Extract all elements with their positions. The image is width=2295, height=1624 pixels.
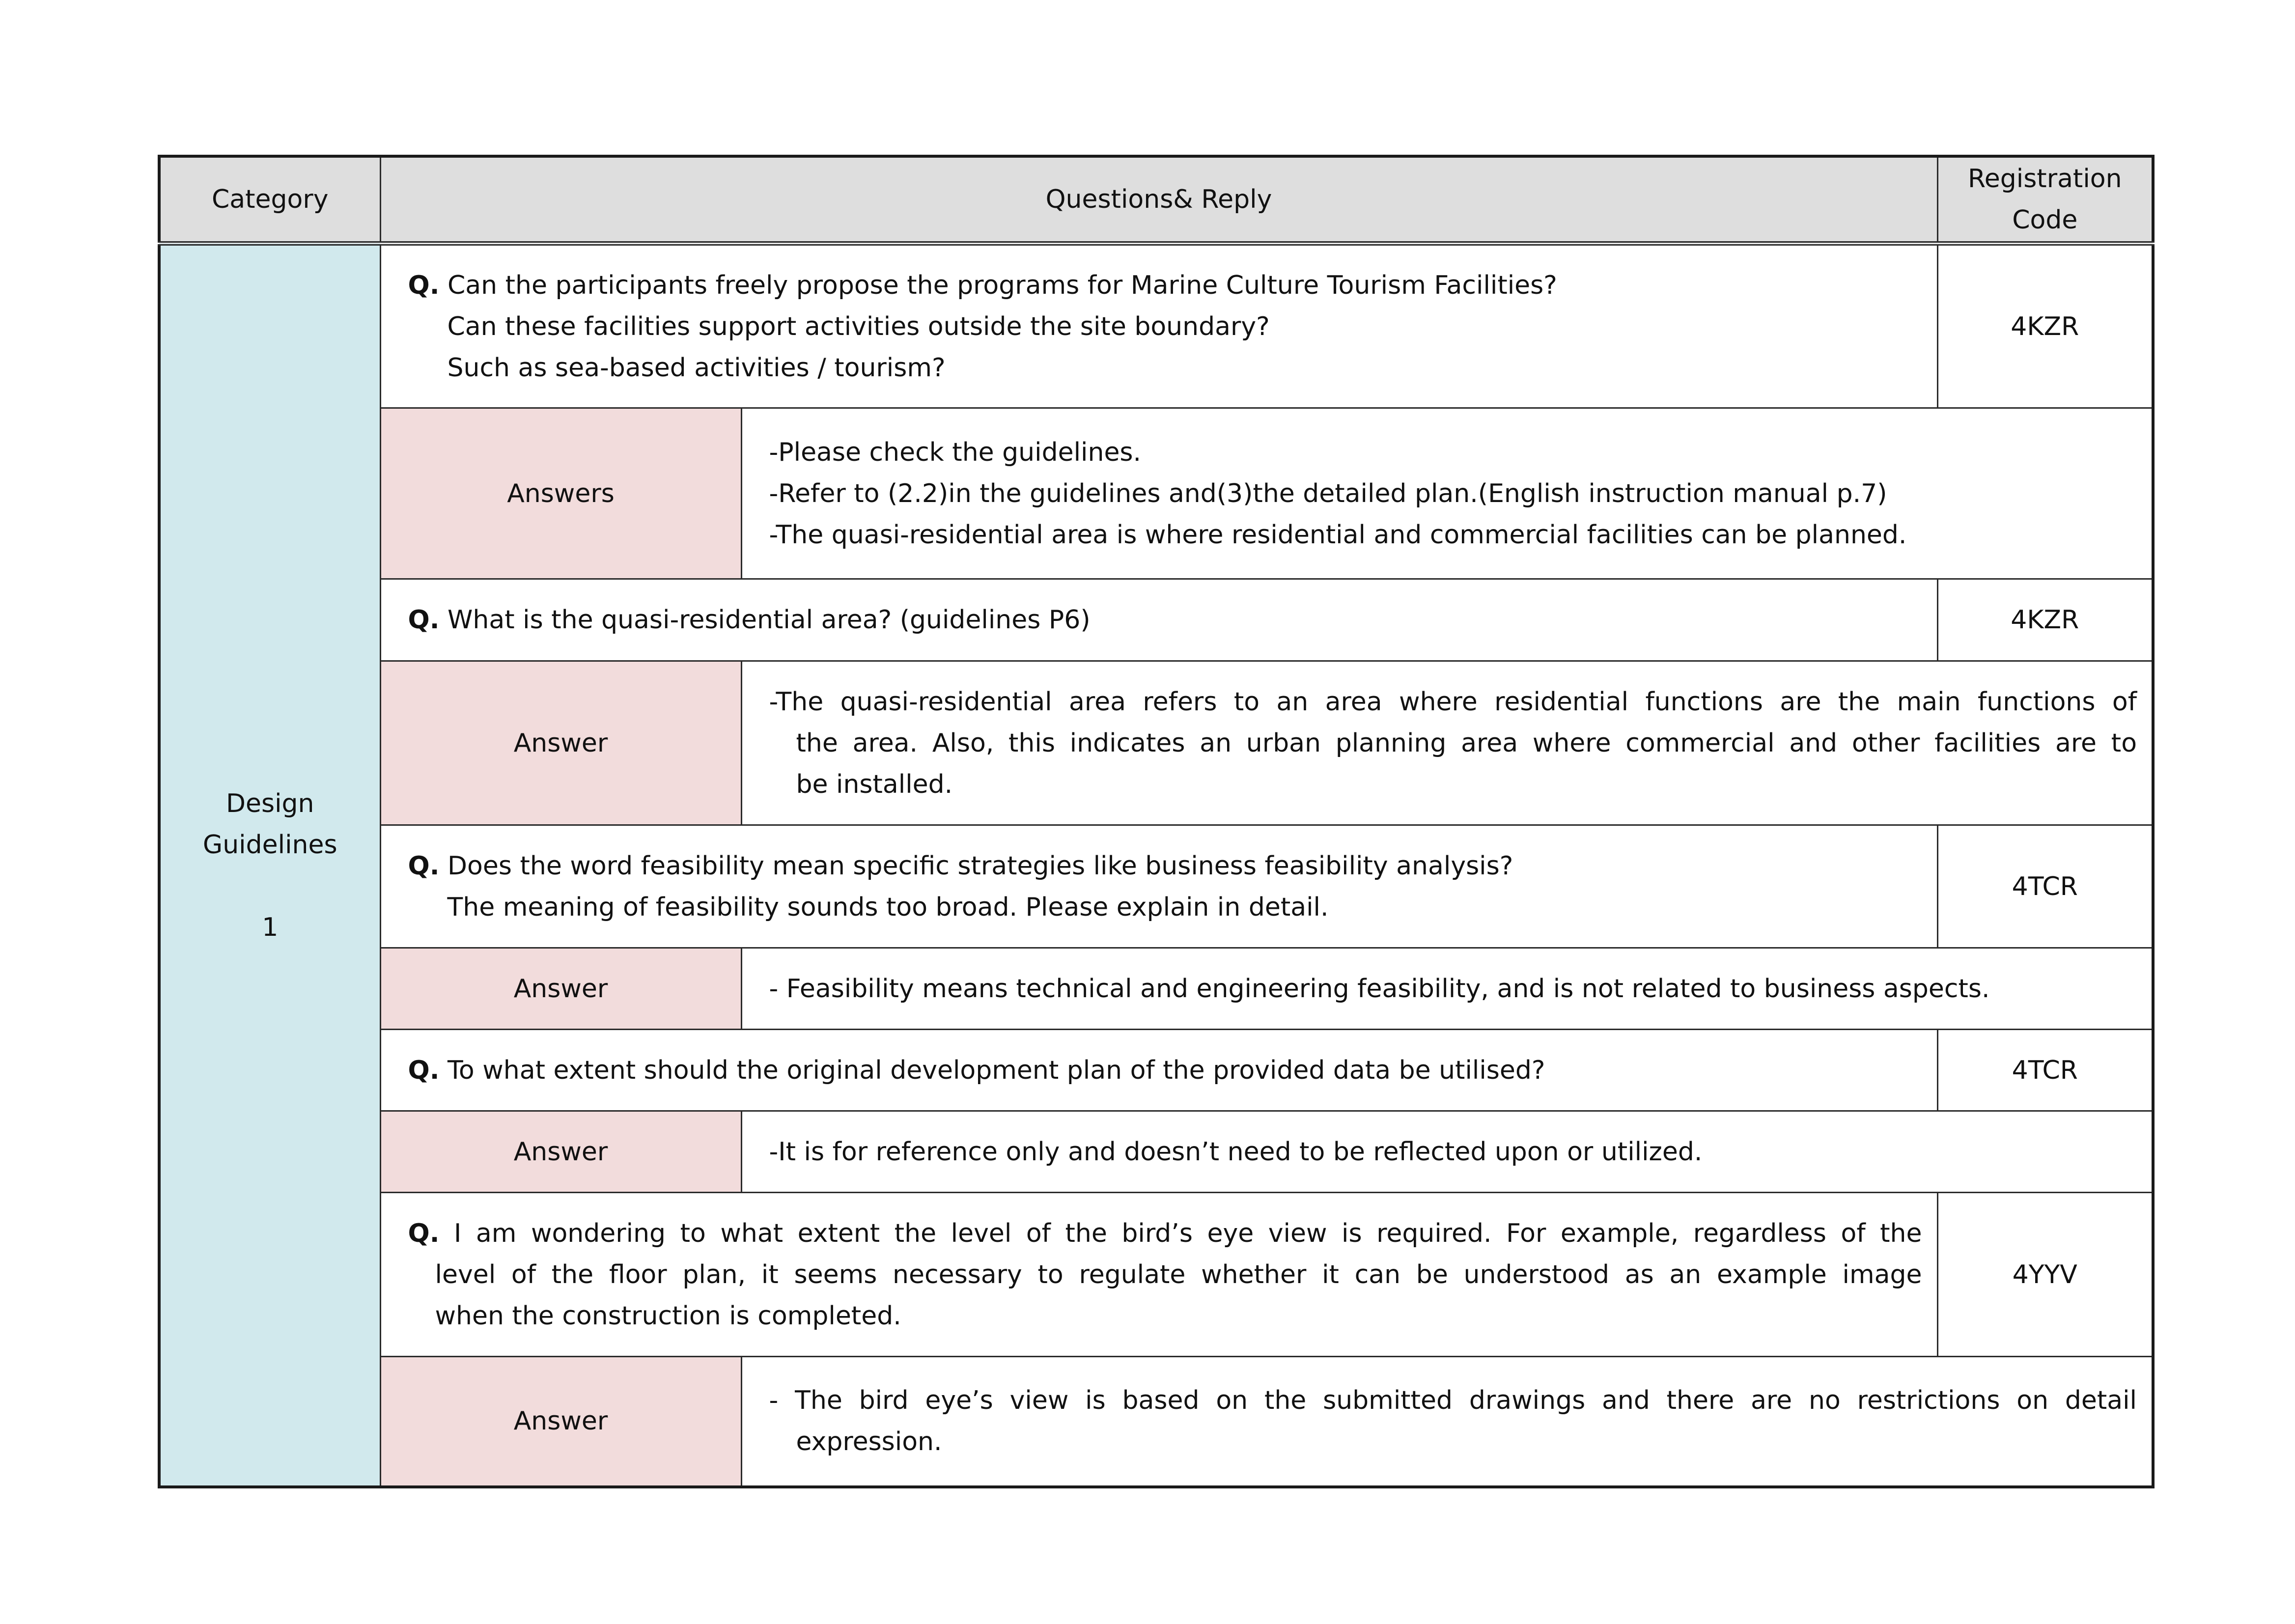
question-row	[159, 1193, 2153, 1357]
answer-cell	[741, 948, 2153, 1030]
answer-label: Answer	[380, 1357, 741, 1487]
question-line: level of the floor plan, it seems necessary to regulate whether it can be understood as an example image	[435, 1260, 1922, 1289]
q-mark: Q.	[408, 270, 440, 300]
answer-line: - The bird eye’s view is based on the submitted drawings and there are no restrictions on detail	[769, 1386, 2137, 1416]
header-questions-reply: Questions& Reply	[380, 156, 1937, 244]
answer-line: -Please check the guidelines.	[769, 437, 1142, 467]
answer-cell	[741, 1111, 2153, 1193]
q-mark: Q.	[408, 1218, 440, 1248]
q-mark: Q.	[408, 851, 440, 881]
question-line: Can these facilities support activities outside the site boundary?	[447, 311, 1270, 341]
header-category: Category	[159, 156, 380, 244]
header-registration-code-line: Registration	[1967, 164, 2122, 194]
registration-code: 4TCR	[1937, 825, 2153, 948]
question-text: To what extent should the original development plan of the provided data be utilised?	[448, 1055, 1545, 1085]
header-row	[159, 156, 2153, 244]
answer-label: Answers	[380, 408, 741, 579]
question-line: when the construction is completed.	[435, 1301, 901, 1331]
question-row	[159, 579, 2153, 661]
answer-line: -It is for reference only and doesn’t need to be reflected upon or utilized.	[769, 1137, 1703, 1167]
answer-cell	[741, 661, 2153, 825]
question-text: What is the quasi-residential area? (guidelines P6)	[448, 605, 1091, 635]
answer-line: -The quasi-residential area refers to an area where residential functions are the main functions of	[769, 687, 2137, 717]
answer-line: the area. Also, this indicates an urban planning area where commercial and other facilities are to	[796, 728, 2137, 758]
registration-code: 4KZR	[1937, 244, 2153, 408]
question-line: Such as sea-based activities / tourism?	[447, 353, 946, 383]
answer-cell	[741, 1357, 2153, 1487]
question-cell	[380, 825, 1937, 948]
category-line: Design	[225, 788, 314, 818]
answer-row	[159, 948, 2153, 1030]
category-line: 1	[262, 912, 279, 942]
question-text: I am wondering to what extent the level of the bird’s eye view is required. For example, regardless of the	[454, 1218, 1922, 1248]
question-line	[408, 1213, 1922, 1254]
registration-code: 4TCR	[1937, 1030, 2153, 1111]
q-mark: Q.	[408, 1055, 440, 1085]
answer-line: expression.	[796, 1427, 942, 1457]
answer-label: Answer	[380, 948, 741, 1030]
question-cell	[380, 244, 1937, 408]
question-line	[408, 845, 1922, 887]
answer-line: -The quasi-residential area is where residential and commercial facilities can be planned.	[769, 520, 1907, 550]
category-cell	[159, 244, 380, 1487]
qa-table	[158, 155, 2155, 1488]
answer-line: -Refer to (2.2)in the guidelines and(3)the detailed plan.(English instruction manual p.7)	[769, 478, 1887, 508]
header-registration-code-line: Code	[2012, 205, 2078, 235]
q-mark: Q.	[408, 605, 440, 635]
answer-line: be installed.	[796, 769, 953, 799]
answer-line: - Feasibility means technical and engineering feasibility, and is not related to business aspects.	[769, 974, 1990, 1004]
question-cell	[380, 579, 1937, 661]
question-cell	[380, 1193, 1937, 1357]
question-line: The meaning of feasibility sounds too broad. Please explain in detail.	[447, 892, 1329, 922]
header-registration-code	[1937, 156, 2153, 244]
question-row	[159, 244, 2153, 408]
answer-row	[159, 1357, 2153, 1487]
question-line	[408, 265, 1922, 306]
registration-code: 4YYV	[1937, 1193, 2153, 1357]
answer-row	[159, 1111, 2153, 1193]
registration-code: 4KZR	[1937, 579, 2153, 661]
question-cell	[380, 1030, 1937, 1111]
question-text: Does the word feasibility mean specific strategies like business feasibility analysis?	[448, 851, 1513, 881]
answer-row	[159, 408, 2153, 579]
answer-cell	[741, 408, 2153, 579]
answer-label: Answer	[380, 1111, 741, 1193]
answer-label: Answer	[380, 661, 741, 825]
category-line: Guidelines	[202, 830, 337, 860]
answer-row	[159, 661, 2153, 825]
question-line	[408, 1050, 1922, 1091]
question-line	[408, 599, 1922, 641]
question-row	[159, 825, 2153, 948]
category-line	[161, 866, 379, 907]
question-text: Can the participants freely propose the programs for Marine Culture Tourism Facilities?	[448, 270, 1557, 300]
question-row	[159, 1030, 2153, 1111]
